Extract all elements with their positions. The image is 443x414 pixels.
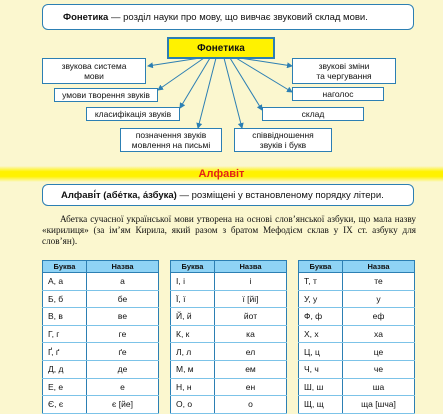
node-sound-changes-line2: та чергування <box>316 71 372 81</box>
name-cell: а <box>87 273 159 291</box>
letter-cell: Г, г <box>43 325 87 343</box>
header-letter: Буква <box>171 261 215 273</box>
node-sound-system-line1: звукова система <box>61 61 127 71</box>
letter-cell: Л, л <box>171 343 215 361</box>
letter-cell: М, м <box>171 360 215 378</box>
name-cell: у <box>343 290 415 308</box>
name-cell: че <box>343 360 415 378</box>
table-row <box>299 290 415 308</box>
letter-cell: Б, б <box>43 290 87 308</box>
letter-cell: Т, т <box>299 273 343 291</box>
header-letter: Буква <box>299 261 343 273</box>
header-letter: Буква <box>43 261 87 273</box>
phonetics-definition-text: — розділ науки про мову, що вивчає звуковий склад мови. <box>108 11 368 23</box>
alphabet-definition-box <box>42 184 414 206</box>
letter-cell: Ґ, ґ <box>43 343 87 361</box>
diagram-center-phonetics: Фонетика <box>167 37 275 59</box>
letter-cell: Х, х <box>299 325 343 343</box>
header-name: Назва <box>215 261 287 273</box>
header-name: Назва <box>343 261 415 273</box>
letter-cell: Н, н <box>171 378 215 396</box>
name-cell: де <box>87 360 159 378</box>
header-name: Назва <box>87 261 159 273</box>
node-sound-system <box>42 58 146 84</box>
table-row <box>171 308 287 326</box>
letter-cell: Ш, ш <box>299 378 343 396</box>
name-cell: о <box>215 396 287 414</box>
table-row <box>171 360 287 378</box>
letter-cell: Е, е <box>43 378 87 396</box>
letter-cell: Ї, ї <box>171 290 215 308</box>
name-cell: бе <box>87 290 159 308</box>
name-cell: ґе <box>87 343 159 361</box>
table-row <box>43 396 159 414</box>
node-sound-changes-line1: звукові зміни <box>318 61 370 71</box>
node-sound-notation-line2: мовлення на письмі <box>131 140 211 150</box>
arrow-to-sound-notation <box>198 58 216 128</box>
alphabet-table-2 <box>170 260 287 414</box>
table-row <box>43 378 159 396</box>
arrow-to-stress <box>236 58 292 92</box>
letter-cell: Д, д <box>43 360 87 378</box>
node-sound-letter-ratio <box>234 128 332 152</box>
node-sound-letter-ratio-line1: співвідношення <box>252 130 314 140</box>
letter-cell: А, а <box>43 273 87 291</box>
table-row <box>299 360 415 378</box>
name-cell: ен <box>215 378 287 396</box>
alphabet-paragraph: Абетка сучасної української мови утворена на основі слов’янської азбуки, що мала назву «кирилиця» (за ім’ям Кирила, який разом з братом Мефодієм склав у IX ст. азбуку для слов’ян). <box>42 214 416 246</box>
table-row <box>171 273 287 291</box>
table-row <box>43 308 159 326</box>
table-row <box>171 396 287 414</box>
name-cell: ша <box>343 378 415 396</box>
alphabet-term: Алфаві́т (абе́тка, а́збука) <box>61 189 177 201</box>
phonetics-term: Фонетика <box>63 11 109 23</box>
arrow-to-syllable <box>230 58 262 110</box>
letter-cell: Й, й <box>171 308 215 326</box>
arrow-to-sound-letter-ratio <box>224 58 242 128</box>
name-cell: ї [йі] <box>215 290 287 308</box>
letter-cell: В, в <box>43 308 87 326</box>
name-cell: є [йе] <box>87 396 159 414</box>
arrow-to-sound-system <box>148 58 200 66</box>
table-row <box>299 343 415 361</box>
name-cell: йот <box>215 308 287 326</box>
alphabet-definition-text: — розміщені у встановленому порядку літери. <box>176 189 384 201</box>
table-row <box>299 308 415 326</box>
node-sound-system-line2: мови <box>84 71 104 81</box>
table-row <box>171 378 287 396</box>
alphabet-table-1 <box>42 260 159 414</box>
alphabet-section-title: Алфавіт <box>198 168 245 180</box>
table-row <box>43 273 159 291</box>
letter-cell: У, у <box>299 290 343 308</box>
table-row <box>171 343 287 361</box>
node-sound-notation-line1: позначення звуків <box>135 130 207 140</box>
table-row <box>171 290 287 308</box>
name-cell: це <box>343 343 415 361</box>
node-sound-changes <box>292 58 396 84</box>
table-row <box>299 396 415 414</box>
name-cell: і <box>215 273 287 291</box>
table-row <box>299 273 415 291</box>
table-row <box>43 360 159 378</box>
table-row <box>299 378 415 396</box>
name-cell: те <box>343 273 415 291</box>
alphabet-table-3 <box>298 260 415 414</box>
name-cell: ве <box>87 308 159 326</box>
letter-cell: Ч, ч <box>299 360 343 378</box>
letter-cell: О, о <box>171 396 215 414</box>
name-cell: е <box>87 378 159 396</box>
letter-cell: Є, є <box>43 396 87 414</box>
name-cell: ем <box>215 360 287 378</box>
table-row <box>43 325 159 343</box>
name-cell: ща [шча] <box>343 396 415 414</box>
name-cell: ел <box>215 343 287 361</box>
name-cell: ка <box>215 325 287 343</box>
letter-cell: Ц, ц <box>299 343 343 361</box>
node-sound-classification: класифікація звуків <box>86 107 180 121</box>
letter-cell: Щ, щ <box>299 396 343 414</box>
arrow-to-sound-formation <box>158 58 204 90</box>
letter-cell: Ф, ф <box>299 308 343 326</box>
node-syllable: склад <box>262 107 364 121</box>
table-row <box>171 325 287 343</box>
node-sound-notation <box>120 128 222 152</box>
node-sound-letter-ratio-line2: звуків і букв <box>259 140 307 150</box>
table-row <box>43 290 159 308</box>
name-cell: еф <box>343 308 415 326</box>
letter-cell: І, і <box>171 273 215 291</box>
node-sound-formation: умови творення звуків <box>54 88 158 102</box>
table-row <box>43 343 159 361</box>
name-cell: ге <box>87 325 159 343</box>
name-cell: ха <box>343 325 415 343</box>
node-stress: наголос <box>292 87 384 101</box>
letter-cell: К, к <box>171 325 215 343</box>
table-row <box>299 325 415 343</box>
